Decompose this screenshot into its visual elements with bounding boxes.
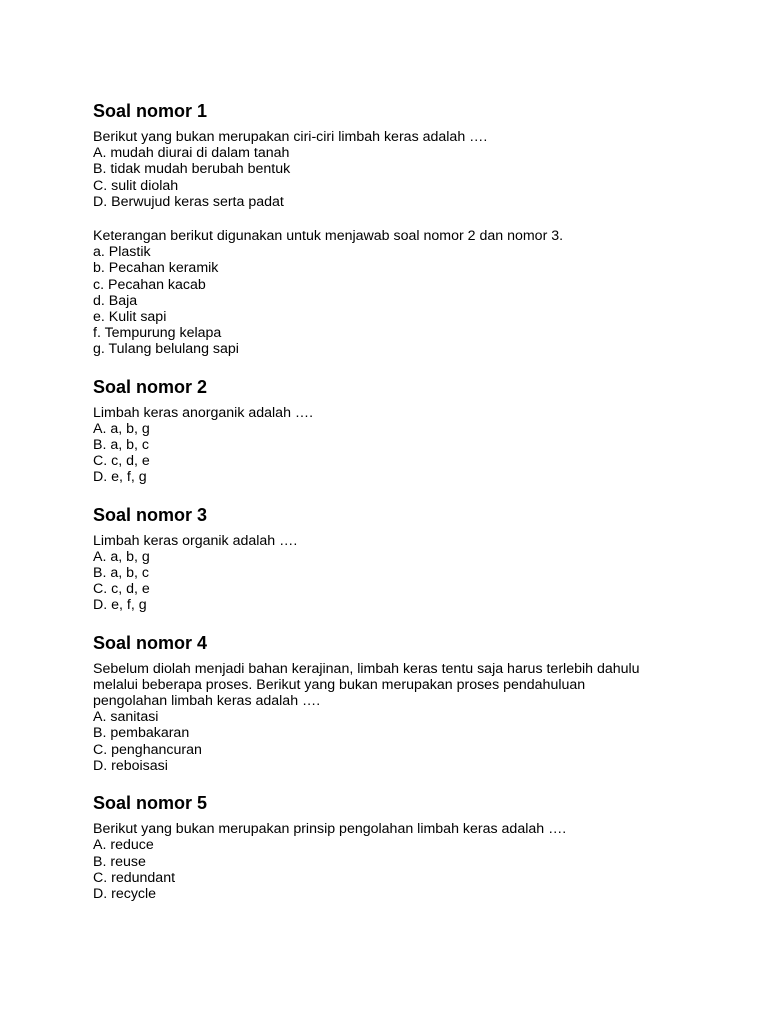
info-item: c. Pecahan kacab <box>93 276 206 293</box>
question-2-text: Limbah keras anorganik adalah …. <box>93 404 314 421</box>
question-1-option-a: A. mudah diurai di dalam tanah <box>93 145 290 162</box>
question-4-text-line: pengolahan limbah keras adalah …. <box>93 693 321 710</box>
question-4-text-line: melalui beberapa proses. Berikut yang bukan merupakan proses pendahuluan <box>93 676 586 693</box>
info-item: f. Tempurung kelapa <box>93 325 222 342</box>
question-5 <box>93 792 713 902</box>
question-3-option-c: C. c, d, e <box>93 581 150 598</box>
document-page <box>93 100 713 902</box>
question-3-option-a: A. a, b, g <box>93 548 150 565</box>
question-4-option-c: C. penghancuran <box>93 741 202 758</box>
info-item: d. Baja <box>93 292 138 309</box>
question-3-option-b: B. a, b, c <box>93 565 149 582</box>
question-4 <box>93 632 713 774</box>
question-4-option-b: B. pembakaran <box>93 725 190 742</box>
question-2-option-b: B. a, b, c <box>93 437 149 454</box>
question-1-option-b: B. tidak mudah berubah bentuk <box>93 161 291 178</box>
info-item: g. Tulang belulang sapi <box>93 341 239 358</box>
question-2-option-a: A. a, b, g <box>93 420 150 437</box>
question-3-heading: Soal nomor 3 <box>93 504 208 525</box>
question-2-heading: Soal nomor 2 <box>93 376 208 397</box>
question-4-heading: Soal nomor 4 <box>93 632 208 653</box>
question-1-option-c: C. sulit diolah <box>93 177 179 194</box>
question-3 <box>93 504 713 614</box>
question-5-text: Berikut yang bukan merupakan prinsip pengolahan limbah keras adalah …. <box>93 821 567 838</box>
question-1-text: Berikut yang bukan merupakan ciri-ciri limbah keras adalah …. <box>93 129 488 145</box>
question-1-option-d: D. Berwujud keras serta padat <box>93 193 284 210</box>
question-2 <box>93 376 713 486</box>
question-3-option-d: D. e, f, g <box>93 597 147 614</box>
question-1 <box>93 100 713 210</box>
question-4-text-line: Sebelum diolah menjadi bahan kerajinan, limbah keras tentu saja harus terlebih dahulu <box>93 660 640 677</box>
question-2-option-d: D. e, f, g <box>93 469 147 486</box>
question-5-option-d: D. recycle <box>93 885 157 902</box>
question-5-option-c: C. redundant <box>93 869 176 886</box>
info-item: a. Plastik <box>93 244 151 261</box>
info-item: b. Pecahan keramik <box>93 260 219 277</box>
info-item: e. Kulit sapi <box>93 309 167 326</box>
question-5-option-b: B. reuse <box>93 853 146 870</box>
question-2-option-c: C. c, d, e <box>93 453 150 470</box>
info-block <box>93 228 713 358</box>
question-4-option-d: D. reboisasi <box>93 757 168 774</box>
question-3-text: Limbah keras organik adalah …. <box>93 532 298 549</box>
question-4-option-a: A. sanitasi <box>93 709 159 726</box>
info-intro: Keterangan berikut digunakan untuk menjawab soal nomor 2 dan nomor 3. <box>93 228 564 245</box>
question-5-heading: Soal nomor 5 <box>93 793 208 814</box>
question-1-heading: Soal nomor 1 <box>93 101 208 121</box>
question-5-option-a: A. reduce <box>93 837 154 854</box>
